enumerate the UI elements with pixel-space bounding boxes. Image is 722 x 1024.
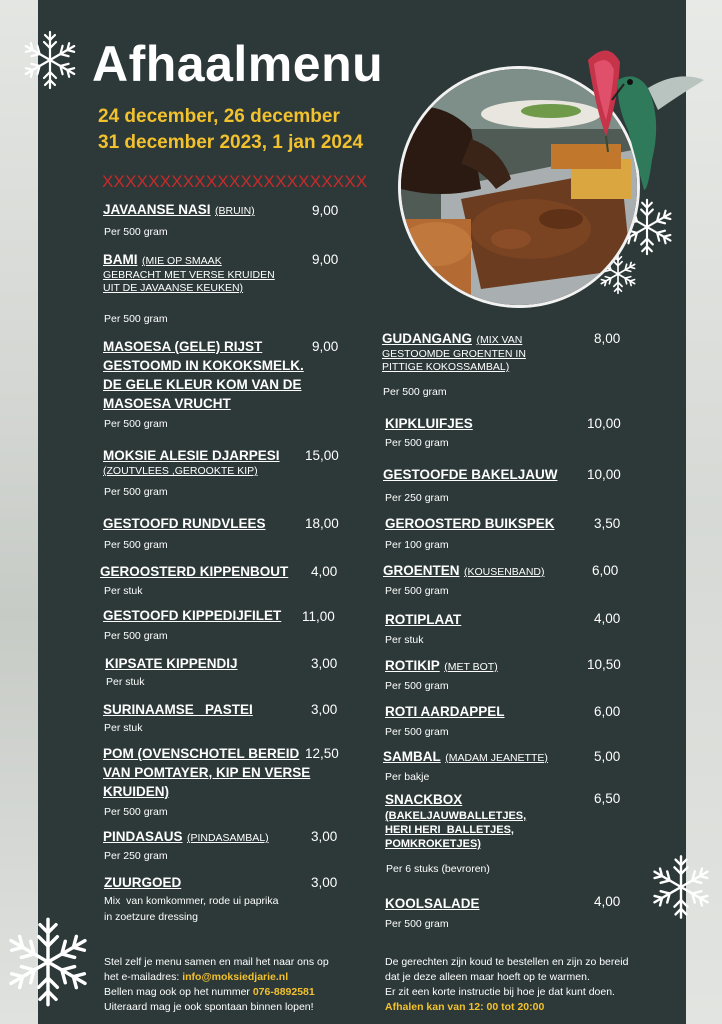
item-price: 10,50	[587, 657, 621, 672]
phone-number[interactable]: 076-8892581	[252, 986, 315, 998]
footer-line: Uiteraard mag je ook spontaan binnen lopen!	[104, 1001, 314, 1013]
item-unit: Per 500 gram	[104, 630, 168, 642]
item-name: BAMI	[103, 252, 138, 267]
menu-item-kipsate	[105, 654, 238, 673]
item-price: 11,00	[302, 609, 335, 624]
item-name-line: (BAKELJAUWBALLETJES,	[385, 810, 527, 822]
item-price: 10,00	[587, 467, 621, 482]
item-unit: Per stuk	[104, 585, 143, 597]
item-price: 10,00	[587, 416, 621, 431]
page-title: Afhaalmenu	[92, 36, 384, 92]
item-price: 3,00	[311, 875, 338, 890]
menu-item-moksie-alesie	[103, 446, 280, 478]
item-name: PINDASAUS	[103, 829, 183, 844]
item-note-line: GEBRACHT MET VERSE KRUIDEN	[103, 269, 275, 281]
hummingbird-illustration	[578, 40, 706, 190]
menu-item-rotiplaat	[385, 610, 461, 629]
item-unit: Per 500 gram	[104, 226, 168, 238]
item-name-line: MASOESA VRUCHT	[103, 396, 231, 411]
item-name: ZUURGOED	[104, 875, 182, 890]
item-unit: Per stuk	[106, 676, 145, 688]
item-unit: Per 6 stuks (bevroren)	[386, 863, 490, 875]
item-price: 6,00	[592, 563, 619, 578]
item-name-line: DE GELE KLEUR KOM VAN DE	[103, 377, 302, 392]
item-note: (MET BOT)	[444, 661, 498, 673]
footer-text: het e-mailadres:	[104, 971, 183, 983]
item-price: 9,00	[312, 252, 339, 267]
item-name: JAVAANSE NASI	[103, 202, 211, 217]
menu-item-buikspek	[385, 514, 555, 533]
item-price: 6,50	[594, 791, 621, 806]
item-unit: Per bakje	[385, 771, 430, 783]
menu-item-pindasaus	[103, 827, 269, 848]
item-name: GESTOOFD KIPPEDIJFILET	[103, 608, 282, 623]
item-name: POM (OVENSCHOTEL BEREID	[103, 746, 300, 761]
item-price: 5,00	[594, 749, 621, 764]
left-background	[0, 0, 38, 1024]
item-name: SNACKBOX	[385, 792, 463, 807]
item-name: GEROOSTERD KIPPENBOUT	[100, 564, 289, 579]
item-unit: Per 500 gram	[385, 726, 449, 738]
item-name-line: KRUIDEN)	[103, 784, 169, 799]
item-unit: Per 500 gram	[104, 486, 168, 498]
item-name-line: HERI HERI BALLETJES,	[385, 824, 514, 836]
date-line-1: 24 december, 26 december	[98, 106, 340, 127]
item-name: GROENTEN	[383, 563, 460, 578]
item-unit: Per 500 gram	[104, 539, 168, 551]
menu-item-snackbox	[385, 790, 526, 851]
item-name-line: VAN POMTAYER, KIP EN VERSE	[103, 765, 311, 780]
item-price: 3,00	[311, 829, 338, 844]
item-unit-line: in zoetzure dressing	[104, 911, 198, 923]
item-price: 15,00	[305, 448, 339, 463]
item-name: KIPSATE KIPPENDIJ	[105, 656, 238, 671]
menu-item-rotikip	[385, 656, 498, 677]
item-name: ROTIPLAAT	[385, 612, 462, 627]
item-name: GUDANGANG	[382, 331, 472, 346]
item-note-line: (ZOUTVLEES ,GEROOKTE KIP)	[103, 465, 258, 477]
item-price: 4,00	[594, 611, 621, 626]
item-name-line: GESTOOMD IN KOKOKSMELK.	[103, 358, 304, 373]
item-unit: Per 500 gram	[104, 806, 168, 818]
item-price: 4,00	[594, 894, 621, 909]
item-unit: Per 500 gram	[385, 680, 449, 692]
item-name: SURINAAMSE PASTEI	[103, 702, 253, 717]
menu-item-kipkluifjes	[385, 414, 473, 433]
menu-item-groenten	[383, 561, 544, 582]
item-note-line: GESTOOMDE GROENTEN IN	[382, 348, 526, 360]
item-unit: Per 500 gram	[385, 437, 449, 449]
item-name: GESTOOFDE BAKELJAUW	[383, 467, 558, 482]
footer-line: Stel zelf je menu samen en mail het naar ons op	[104, 956, 329, 968]
menu-item-pom	[103, 744, 310, 801]
menu-item-javaanse-nasi	[103, 200, 255, 221]
snowflake-icon	[646, 852, 716, 922]
item-unit: Per stuk	[104, 722, 143, 734]
menu-item-zuurgoed	[104, 873, 181, 892]
item-name: GEROOSTERD BUIKSPEK	[385, 516, 555, 531]
item-name: ROTI AARDAPPEL	[385, 704, 505, 719]
item-note: (BRUIN)	[214, 205, 255, 217]
item-unit: Per 250 gram	[385, 492, 449, 504]
item-price: 6,00	[594, 704, 621, 719]
snowflake-icon	[18, 28, 82, 92]
item-name: KIPKLUIFJES	[385, 416, 473, 431]
item-unit: Per 500 gram	[104, 313, 168, 325]
item-unit: Per 500 gram	[385, 585, 449, 597]
item-note: (MIE OP SMAAK	[141, 255, 222, 267]
item-note-line: UIT DE JAVAANSE KEUKEN)	[103, 282, 244, 294]
menu-item-pastei	[103, 700, 253, 719]
item-unit: Per stuk	[385, 634, 424, 646]
menu-item-bakeljauw	[383, 465, 558, 484]
date-line-2: 31 december 2023, 1 jan 2024	[98, 132, 364, 153]
item-unit: Per 500 gram	[383, 386, 447, 398]
item-name: SAMBAL	[383, 749, 441, 764]
footer-text: Bellen mag ook op het nummer	[104, 986, 253, 998]
item-price: 12,50	[305, 746, 339, 761]
item-note: (PINDASAMBAL)	[186, 832, 269, 844]
item-price: 8,00	[594, 331, 621, 346]
menu-item-roti-aardappel	[385, 702, 505, 721]
item-price: 9,00	[312, 203, 339, 218]
item-name: GESTOOFD RUNDVLEES	[103, 516, 266, 531]
decorative-divider: XXXXXXXXXXXXXXXXXXXXXXX	[102, 172, 368, 191]
item-unit: Mix van komkommer, rode ui paprika	[104, 895, 279, 907]
item-name: MOKSIE ALESIE DJARPESI	[103, 448, 280, 463]
item-note: (MIX VAN	[476, 334, 523, 346]
item-name-line: POMKROKETJES)	[385, 838, 481, 850]
item-note: (MADAM JEANETTE)	[445, 752, 548, 764]
footer-right	[385, 955, 628, 1015]
menu-item-gudangang	[382, 329, 526, 374]
item-unit: Per 250 gram	[104, 850, 168, 862]
snowflake-icon	[0, 900, 96, 1024]
menu-item-gestoofd-rundvlees	[103, 514, 266, 533]
footer-line: Er zit een korte instructie bij hoe je dat kunt doen.	[385, 986, 615, 998]
pickup-hours: Afhalen kan van 12: 00 tot 20:00	[385, 1001, 545, 1013]
item-unit: Per 100 gram	[385, 539, 449, 551]
item-note: (KOUSENBAND)	[463, 566, 545, 578]
footer-line: dat je deze alleen maar hoeft op te warmen.	[385, 971, 590, 983]
menu-item-sambal	[383, 747, 548, 768]
item-price: 9,00	[312, 339, 339, 354]
item-name: ROTIKIP	[385, 658, 440, 673]
item-price: 3,00	[311, 656, 338, 671]
menu-item-masoesa-rijst	[103, 337, 304, 413]
menu-item-koolsalade	[385, 894, 480, 913]
item-price: 4,00	[311, 564, 338, 579]
footer-left	[104, 955, 329, 1015]
item-unit: Per 500 gram	[385, 918, 449, 930]
footer-line: De gerechten zijn koud te bestellen en zijn zo bereid	[385, 956, 629, 968]
item-unit: Per 500 gram	[104, 418, 168, 430]
menu-item-kippedijfilet	[103, 606, 281, 625]
menu-item-bami	[103, 250, 275, 295]
item-name: MASOESA (GELE) RIJST	[103, 339, 263, 354]
menu-item-kippenbout	[100, 562, 288, 581]
item-price: 3,50	[594, 516, 621, 531]
item-name: KOOLSALADE	[385, 896, 480, 911]
item-price: 18,00	[305, 516, 339, 531]
item-price: 3,00	[311, 702, 338, 717]
item-note-line: PITTIGE KOKOSSAMBAL)	[382, 361, 510, 373]
email-link[interactable]: info@moksiedjarie.nl	[182, 971, 289, 983]
